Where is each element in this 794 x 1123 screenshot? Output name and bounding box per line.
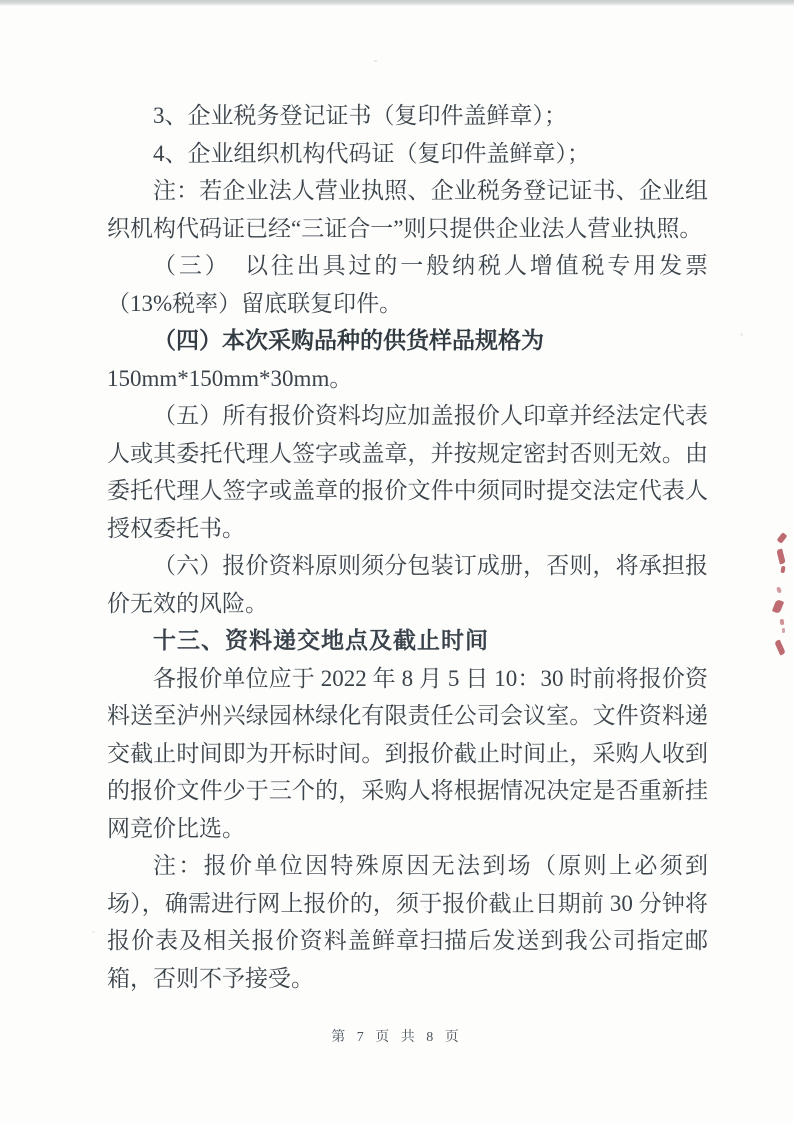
seal-fragment-icon	[780, 566, 785, 574]
scan-speck	[374, 60, 377, 62]
submission-deadline-paragraph: 各报价单位应于 2022 年 8 月 5 日 10：30 时前将报价资料送至泸州兴绿园林绿化有限责任公司会议室。文件资料递交截止时间即为开标时间。到报价截止时间止，采购人收到的报价文件少于三个的，采购人将根据情况决定是否重新挂网竞价比选。	[107, 665, 708, 841]
scan-speck	[92, 931, 95, 933]
seal-fragment-icon	[780, 619, 785, 625]
page-footer: 第 7 页 共 8 页	[331, 1030, 463, 1045]
seal-fragment-icon	[782, 628, 785, 633]
list-item-3-tax-certificate: 3、企业税务登记证书（复印件盖鲜章）；	[153, 103, 567, 128]
seal-fragment-icon	[776, 586, 782, 593]
item-six-binding-requirement: （六）报价资料原则须分包装订成册，否则，将承担报价无效的风险。	[107, 553, 708, 616]
note-three-certs-in-one: 注：若企业法人营业执照、企业税务登记证书、企业组织机构代码证已经“三证合一”则只提供企业法人营业执照。	[107, 178, 708, 241]
scan-edge-artifact	[0, 0, 794, 6]
item-five-seal-signature-requirements: （五）所有报价资料均应加盖报价人印章并经法定代表人或其委托代理人签字或盖章，并按规定密封否则无效。由委托代理人签字或盖章的报价文件中须同时提交法定代表人授权委托书。	[107, 403, 708, 541]
seal-fragment-icon	[776, 548, 785, 564]
list-item-4-org-code-certificate: 4、企业组织机构代码证（复印件盖鲜章）；	[153, 140, 590, 166]
scan-speck	[740, 333, 743, 336]
note-remote-bidding: 注：报价单位因特殊原因无法到场（原则上必须到场），确需进行网上报价的，须于报价截止日期前 30 分钟将报价表及相关报价资料盖鲜章扫描后发送到我公司指定邮箱，否则不予接受。	[107, 853, 708, 991]
section-13-heading: 十三、资料递交地点及截止时间	[153, 627, 489, 653]
seal-fragment-icon	[777, 532, 788, 544]
seal-fragment-icon	[774, 639, 786, 655]
scan-speck	[424, 906, 427, 908]
spec-dimensions: 150mm*150mm*30mm。	[107, 365, 353, 391]
seal-fragment-icon	[772, 599, 784, 614]
item-four-sample-spec-heading: （四）本次采购品种的供货样品规格为	[153, 328, 544, 353]
document-body	[107, 97, 708, 997]
item-three-vat-invoice: （三） 以往出具过的一般纳税人增值税专用发票（13%税率）留底联复印件。	[107, 253, 708, 316]
